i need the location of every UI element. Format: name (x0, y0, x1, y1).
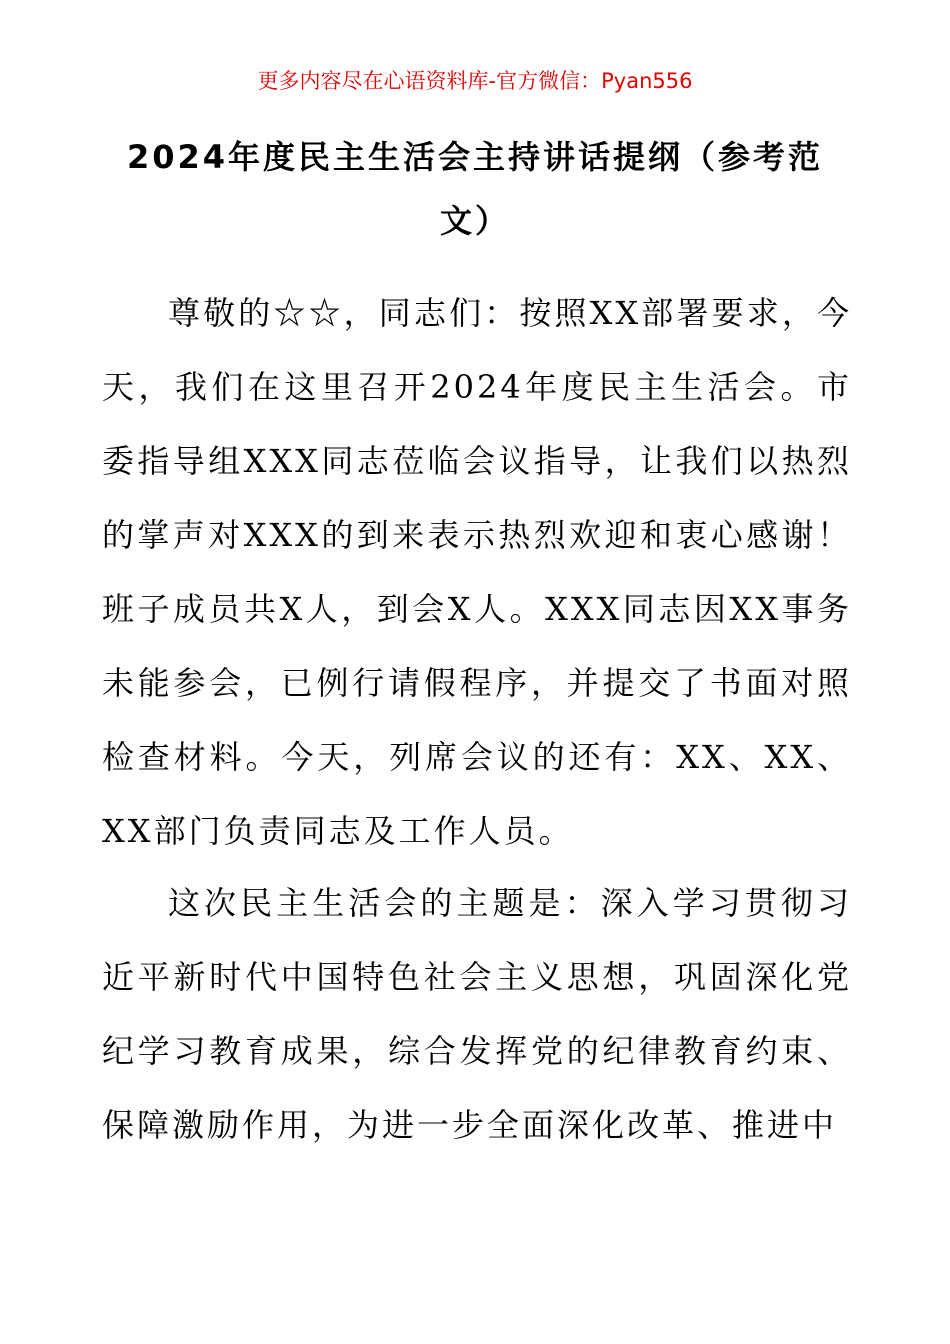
promo-header-wechat: -官方微信：Pyan556 (488, 69, 693, 93)
body-paragraph-2: 这次民主生活会的主题是：深入学习贯彻习近平新时代中国特色社会主义思想，巩固深化党纪学习教育成果，综合发挥党的纪律教育约束、保障激励作用，为进一步全面深化改革、推进中 (102, 884, 852, 1144)
document-title: 2024年度民主生活会主持讲话提纲（参考范文） (126, 138, 824, 240)
body-paragraph-1: 尊敬的☆☆，同志们：按照XX部署要求，今天，我们在这里召开2024年度民主生活会。市委指导组XXX同志莅临会议指导，让我们以热烈的掌声对XXX的到来表示热烈欢迎和衷心感谢！班子成员共X人，到会X人。XXX同志因XX事务未能参会，已例行请假程序，并提交了书面对照检查材料。今天，列席会议的还有：XX、XX、XX部门负责同志及工作人员。 (102, 294, 852, 850)
promo-header-prefix: 更多内容尽在心语资料库 (257, 69, 489, 93)
promo-header (0, 66, 950, 96)
